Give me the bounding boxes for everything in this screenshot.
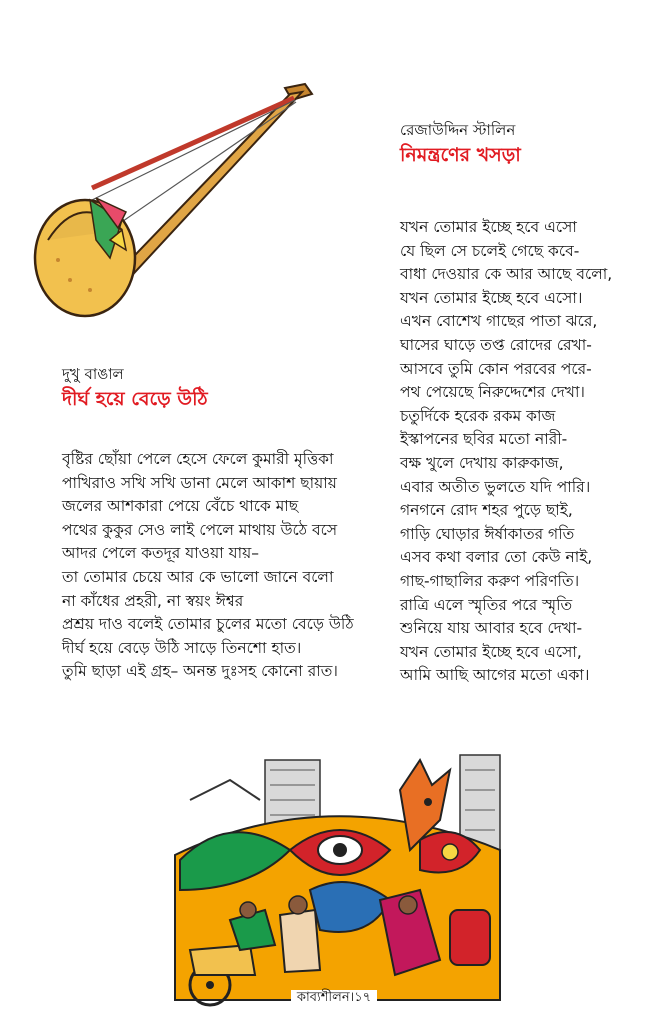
poem-line: আসবে তুমি কোন পরবের পরে- [400, 359, 592, 378]
poem-line: এসব কথা বলার তো কেউ নাই, [400, 548, 593, 567]
poem-line: চতুর্দিকে হরেক রকম কাজ [400, 406, 556, 425]
poem-lines [62, 448, 382, 684]
poem-dirgho-hoye-bere-uthi [62, 364, 382, 684]
poem-line: না কাঁধের প্রহরী, না স্বয়ং ঈশ্বর [62, 591, 244, 610]
poem-title: দীর্ঘ হয়ে বেড়ে উঠি [62, 388, 208, 410]
poem-line: রাত্রি এলে স্মৃতির পরে স্মৃতি [400, 595, 573, 614]
poem-line: পথের কুকুর সেও লাই পেলে মাথায় উঠে বসে [62, 520, 338, 539]
poem-line: বৃষ্টির ছোঁয়া পেলে হেসে ফেলে কুমারী মৃত্তিকা [62, 450, 334, 468]
poem-line: ইস্কাপনের ছবির মতো নারী- [400, 430, 568, 449]
poem-line: ঘাসের ঘাড়ে তপ্ত রোদের রেখা- [400, 335, 592, 354]
poem-line: গনগনে রোদ শহর পুড়ে ছাই, [400, 501, 573, 520]
page-number-label: কাব্যশীলন।১৭ [291, 990, 377, 1005]
poem-line: বক্ষ খুলে দেখায় কারুকাজ, [400, 453, 564, 472]
poem-line: শুনিয়ে যায় আবার হবে দেখা- [400, 619, 583, 638]
poem-author: রেজাউদ্দিন স্টালিন [400, 121, 516, 139]
folk-art-collage-illustration [170, 740, 510, 1015]
poem-line: যখন তোমার ইচ্ছে হবে এসো। [400, 288, 583, 307]
poem-line: গাড়ি ঘোড়ার ঈর্ষাকাতর গতি [400, 524, 575, 543]
poem-lines [400, 216, 650, 688]
page-footer [0, 988, 668, 1009]
poem-line: এবার অতীত ভুলতে যদি পারি। [400, 477, 591, 496]
ektara-illustration [30, 80, 330, 320]
poem-line: জলের আশকারা পেয়ে বেঁচে থাকে মাছ [62, 497, 299, 516]
poem-author: দুখু বাঙাল [62, 365, 124, 383]
poem-title: নিমন্ত্রণের খসড়া [400, 144, 521, 166]
poem-line: প্রশ্রয় দাও বলেই তোমার চুলের মতো বেড়ে উঠি [62, 615, 354, 634]
poem-line: তুমি ছাড়া এই গ্রহ– অনন্ত দুঃসহ কোনো রাত। [62, 662, 338, 681]
poem-line: আমি আছি আগের মতো একা। [400, 666, 590, 685]
poem-line: এখন বোশেখ গাছের পাতা ঝরে, [400, 312, 598, 331]
poem-line: যে ছিল সে চলেই গেছে কবে- [400, 241, 580, 260]
poem-line: বাধা দেওয়ার কে আর আছে বলো, [400, 265, 613, 284]
poem-line: যখন তোমার ইচ্ছে হবে এসো, [400, 642, 582, 661]
poem-line: দীর্ঘ হয়ে বেড়ে উঠি সাড়ে তিনশো হাত। [62, 638, 302, 657]
poem-line: গাছ-গাছালির করুণ পরিণতি। [400, 571, 580, 590]
poem-line: আদর পেলে কতদূর যাওয়া যায়– [62, 544, 259, 563]
poem-line: যখন তোমার ইচ্ছে হবে এসো [400, 218, 577, 236]
poem-nimontroner-khosra [400, 120, 650, 688]
poem-line: তা তোমার চেয়ে আর কে ভালো জানে বলো [62, 567, 334, 586]
poem-line: পথ পেয়েছে নিরুদ্দেশের দেখা। [400, 383, 585, 402]
poem-line: পাখিরাও সখি সখি ডানা মেলে আকাশ ছায়ায় [62, 473, 337, 492]
